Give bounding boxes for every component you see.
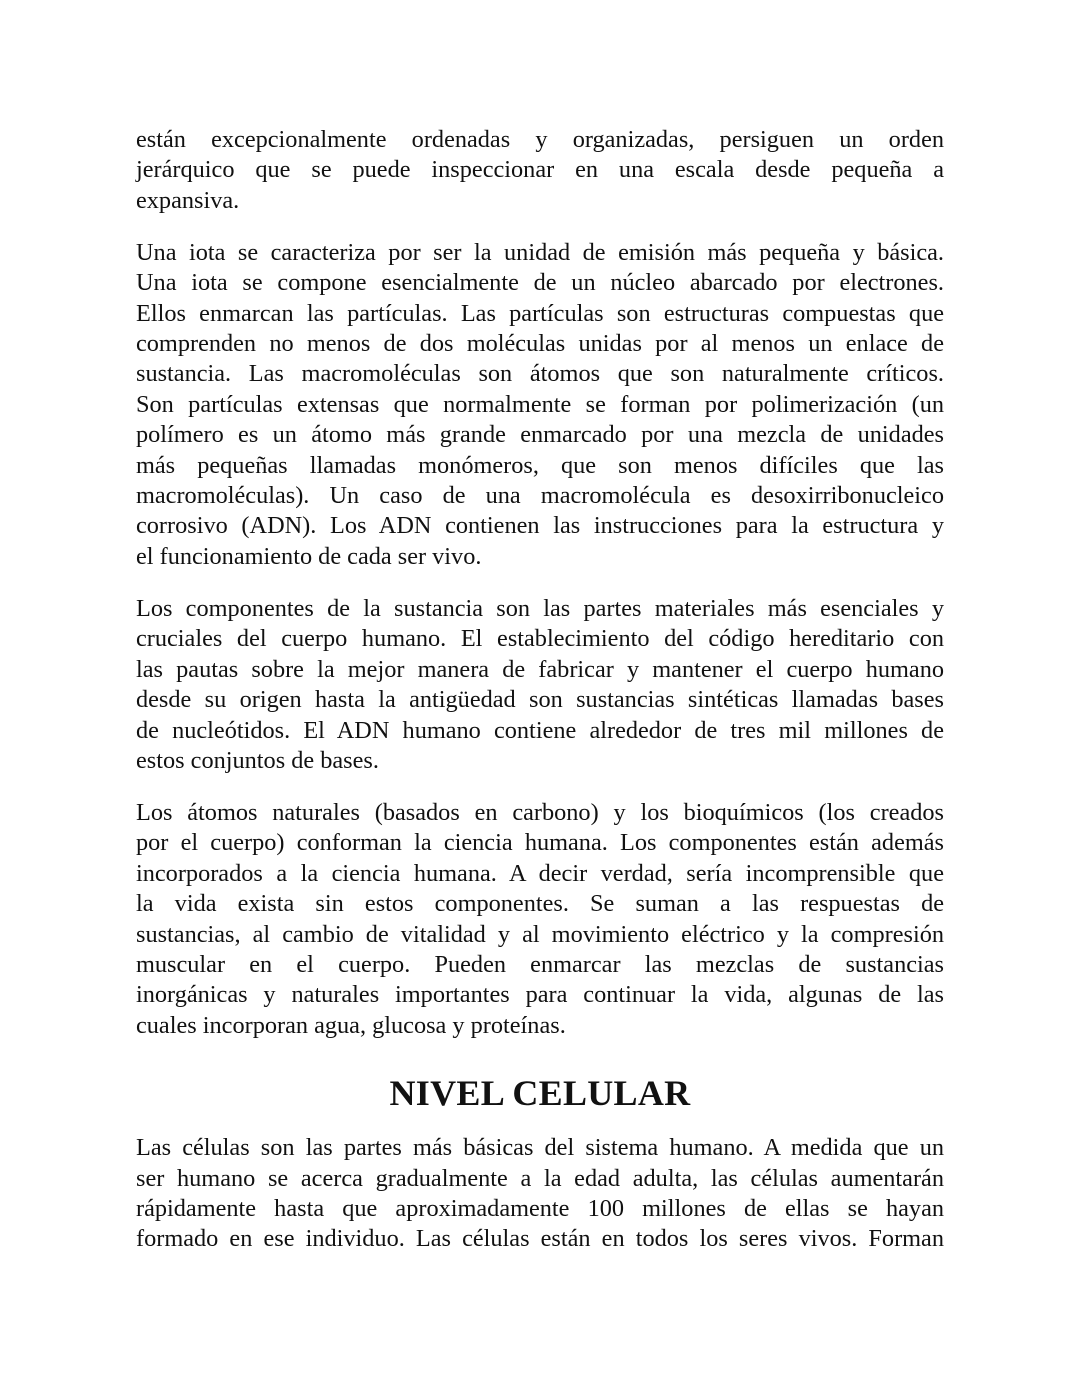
text-line: sustancia. Las macromoléculas son átomos que son naturalmente críticos. — [136, 360, 944, 388]
text-line: ser humano se acerca gradualmente a la edad adulta, las células aumentarán — [136, 1164, 944, 1192]
text-line: cuales incorporan agua, glucosa y proteínas. — [136, 1011, 566, 1039]
text-line: las pautas sobre la mejor manera de fabricar y mantener el cuerpo humano — [136, 655, 944, 683]
paragraph — [136, 594, 944, 776]
text-line: cruciales del cuerpo humano. El establecimiento del código hereditario con — [136, 625, 944, 653]
text-line: la vida exista sin estos componentes. Se suman a las respuestas de — [136, 890, 944, 918]
text-line: desde su origen hasta la antigüedad son sustancias sintéticas llamadas bases — [136, 686, 944, 714]
text-line: muscular en el cuerpo. Pueden enmarcar las mezclas de sustancias — [136, 950, 944, 978]
text-line: sustancias, al cambio de vitalidad y al movimiento eléctrico y la compresión — [136, 920, 944, 948]
paragraph — [136, 798, 944, 1041]
paragraph — [136, 1133, 944, 1255]
paragraph — [136, 238, 944, 572]
text-line: polímero es un átomo más grande enmarcado por una mezcla de unidades — [136, 421, 944, 449]
text-line: más pequeñas llamadas monómeros, que son menos difíciles que las — [136, 451, 944, 479]
text-line: incorporados a la ciencia humana. A decir verdad, sería incomprensible que — [136, 859, 944, 887]
text-line: Ellos enmarcan las partículas. Las partículas son estructuras compuestas que — [136, 299, 944, 327]
text-line: el funcionamiento de cada ser vivo. — [136, 542, 482, 570]
text-line: están excepcionalmente ordenadas y organizadas, persiguen un orden — [136, 126, 944, 153]
text-line: macromoléculas). Un caso de una macromolécula es desoxirribonucleico — [136, 482, 944, 510]
text-line: Una iota se caracteriza por ser la unidad de emisión más pequeña y básica. — [136, 238, 944, 266]
text-line: rápidamente hasta que aproximadamente 100 millones de ellas se hayan — [136, 1194, 944, 1222]
text-line: Una iota se compone esencialmente de un núcleo abarcado por electrones. — [136, 269, 944, 297]
text-line: Las células son las partes más básicas del sistema humano. A medida que un — [136, 1134, 944, 1162]
text-line: inorgánicas y naturales importantes para continuar la vida, algunas de las — [136, 981, 944, 1009]
section-heading: NIVEL CELULAR — [389, 1073, 691, 1114]
text-line: Los átomos naturales (basados en carbono) y los bioquímicos (los creados — [136, 798, 944, 826]
text-line: jerárquico que se puede inspeccionar en una escala desde pequeña a — [136, 156, 944, 184]
text-line: Son partículas extensas que normalmente se forman por polimerización (un — [136, 390, 944, 418]
text-line: comprenden no menos de dos moléculas unidas por al menos un enlace de — [136, 330, 944, 358]
text-line: por el cuerpo) conforman la ciencia humana. Los componentes están además — [136, 829, 944, 857]
text-line: expansiva. — [136, 186, 240, 214]
document-page — [136, 125, 944, 1276]
text-line: corrosivo (ADN). Los ADN contienen las instrucciones para la estructura y — [136, 512, 944, 540]
text-line: de nucleótidos. El ADN humano contiene alrededor de tres mil millones de — [136, 716, 944, 744]
paragraph — [136, 125, 944, 216]
text-line: Los componentes de la sustancia son las partes materiales más esenciales y — [136, 594, 944, 622]
text-line: formado en ese individuo. Las células están en todos los seres vivos. Forman — [136, 1225, 944, 1253]
text-line: estos conjuntos de bases. — [136, 746, 379, 774]
